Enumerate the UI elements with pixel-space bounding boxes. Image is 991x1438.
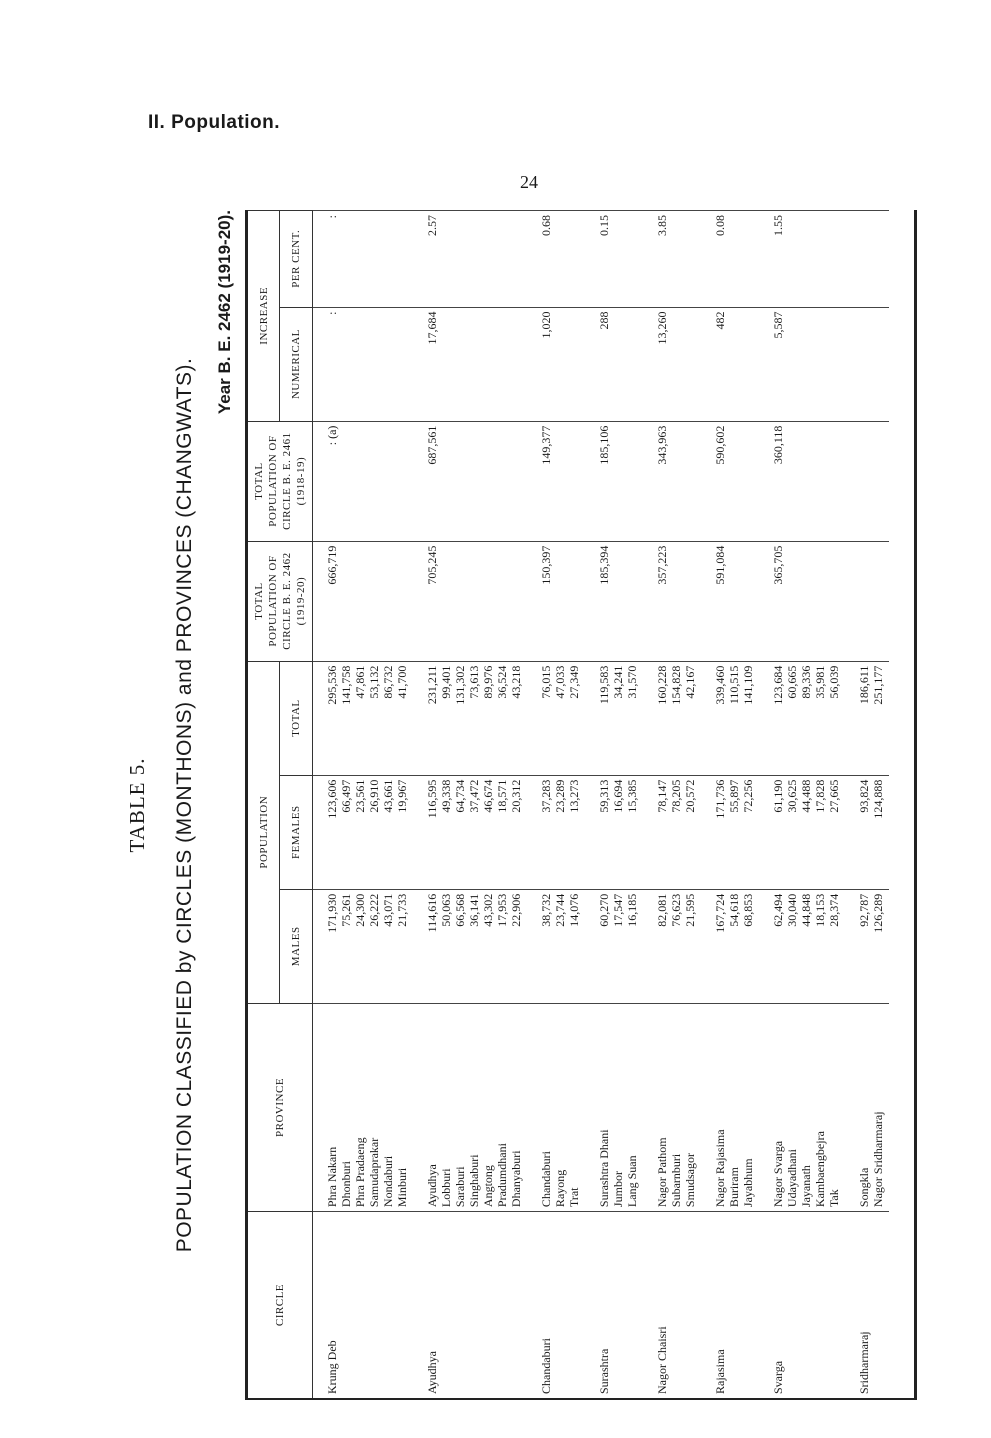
males-list-item: 22,906	[509, 893, 523, 927]
males-list-item: 44,848	[799, 893, 813, 927]
females-list-item: 59,313	[597, 779, 611, 813]
circle-group-row	[527, 211, 585, 1399]
totals-list-item: 131,302	[453, 665, 467, 705]
province-list-item: Dhonburi	[339, 1161, 353, 1208]
males-list	[845, 889, 889, 1003]
females-list-item: 30,625	[785, 779, 799, 813]
total-2461-value: 343,963	[643, 421, 701, 541]
males-list-item: 167,724	[713, 893, 727, 933]
totals-list-item: 119,583	[597, 665, 611, 705]
province-list-item: Nondaburi	[381, 1155, 395, 1208]
province-list	[845, 1003, 889, 1211]
females-list-item: 37,283	[539, 779, 553, 813]
males-list-item: 60,270	[597, 893, 611, 927]
females-list-item: 49,338	[439, 779, 453, 813]
total-2461-value: 185,106	[585, 421, 643, 541]
increase-numerical-value: 5,587	[759, 307, 845, 421]
province-list-item: Nagor Sridharmaraj	[871, 1111, 885, 1208]
total-2462-value: 365,705	[759, 541, 845, 661]
females-list-item: 64,734	[453, 779, 467, 813]
total-2462-value: 666,719	[313, 541, 414, 661]
males-list-item: 50,063	[439, 893, 453, 927]
females-list-item: 23,561	[353, 779, 367, 813]
circle-name: Krung Deb	[313, 1212, 414, 1398]
totals-list-item: 99,401	[439, 665, 453, 699]
circle-name: Chandaburi	[527, 1212, 585, 1398]
males-list-item: 126,289	[871, 893, 885, 933]
males-list-item: 75,261	[339, 893, 353, 927]
circle-group-row	[643, 211, 701, 1399]
circle-name: Rajasima	[701, 1212, 759, 1398]
totals-list-item: 47,033	[553, 665, 567, 699]
header-per-cent: PER CENT.	[280, 211, 313, 308]
totals-list-item: 339,460	[713, 665, 727, 705]
females-list-item: 20,572	[683, 779, 697, 813]
total-2462-value: 185,394	[585, 541, 643, 661]
totals-list	[759, 661, 845, 775]
total-2461-value	[845, 421, 889, 541]
header-numerical: NUMERICAL	[280, 307, 313, 421]
females-list-item: 116,595	[425, 779, 439, 819]
province-list-item: Angtong	[481, 1165, 495, 1208]
circle-group-row	[701, 211, 759, 1399]
circle-name: Surashtra	[585, 1212, 643, 1398]
province-list-item: Smudsagor	[683, 1153, 697, 1208]
circle-name: Nagor Chaisri	[643, 1212, 701, 1398]
females-list-item: 18,571	[495, 779, 509, 813]
circle-group-row	[313, 211, 414, 1399]
males-list-item: 14,076	[567, 893, 581, 927]
females-list-item: 43,661	[381, 779, 395, 813]
totals-list-item: 141,758	[339, 665, 353, 705]
province-list	[313, 1003, 414, 1211]
province-list-item: Jumbor	[611, 1171, 625, 1208]
increase-numerical-value: 1,020	[527, 307, 585, 421]
totals-list-item: 89,336	[799, 665, 813, 699]
section-title: II. Population.	[148, 112, 281, 133]
population-table	[248, 210, 889, 1398]
totals-list-item: 36,524	[495, 665, 509, 699]
total-2462-value: 150,397	[527, 541, 585, 661]
circle-group-row	[759, 211, 845, 1399]
table-title: POPULATION CLASSIFIED by CIRCLES (MONTHONS) and PROVINCES (CHANGWATS).	[173, 357, 196, 1253]
males-list-item: 17,953	[495, 893, 509, 927]
females-list-item: 15,385	[625, 779, 639, 813]
females-list-item: 46,674	[481, 779, 495, 813]
increase-numerical-value	[845, 307, 889, 421]
circle-group-row	[413, 211, 527, 1399]
totals-list	[413, 661, 527, 775]
header-total: TOTAL	[280, 661, 313, 775]
females-list	[313, 775, 414, 889]
province-list-item: Rayong	[553, 1169, 567, 1208]
females-list-item: 93,824	[857, 779, 871, 813]
total-2462-value: 357,223	[643, 541, 701, 661]
males-list-item: 21,595	[683, 893, 697, 927]
province-list-item: Pradumdhani	[495, 1143, 509, 1208]
females-list-item: 171,736	[713, 779, 727, 819]
province-list-item: Tak	[827, 1189, 841, 1208]
increase-numerical-value: 17,684	[413, 307, 527, 421]
totals-list-item: 186,611	[857, 665, 871, 705]
females-list-item: 78,147	[655, 779, 669, 813]
totals-list	[527, 661, 585, 775]
totals-list-item: 35,981	[813, 665, 827, 699]
females-list	[413, 775, 527, 889]
males-list-item: 76,623	[669, 893, 683, 927]
males-list	[585, 889, 643, 1003]
total-2462-value: 705,245	[413, 541, 527, 661]
females-list-item: 123,606	[325, 779, 339, 819]
header-males: MALES	[280, 889, 313, 1003]
males-list-item: 43,071	[381, 893, 395, 927]
males-list	[313, 889, 414, 1003]
province-list	[585, 1003, 643, 1211]
total-2462-value: 591,084	[701, 541, 759, 661]
females-list-item: 124,888	[871, 779, 885, 819]
province-list	[701, 1003, 759, 1211]
province-list-item: Saraburi	[453, 1166, 467, 1208]
males-list-item: 26,222	[367, 893, 381, 927]
totals-list-item: 31,570	[625, 665, 639, 699]
province-list-item: Jayanath	[799, 1165, 813, 1208]
females-list-item: 19,967	[395, 779, 409, 813]
totals-list-item: 123,684	[771, 665, 785, 705]
increase-percent-value: 1.55	[759, 211, 845, 308]
province-list-item: Dhanyaburi	[509, 1150, 523, 1208]
females-list-item: 27,665	[827, 779, 841, 813]
males-list-item: 28,374	[827, 893, 841, 927]
males-list	[701, 889, 759, 1003]
totals-list-item: 141,109	[741, 665, 755, 705]
totals-list-item: 76,015	[539, 665, 553, 699]
population-table-frame	[245, 210, 917, 1400]
increase-numerical-value: :	[313, 307, 414, 421]
totals-list-item: 89,976	[481, 665, 495, 699]
circle-group-row	[585, 211, 643, 1399]
females-list	[845, 775, 889, 889]
females-list-item: 23,289	[553, 779, 567, 813]
females-list-item: 61,190	[771, 779, 785, 813]
increase-numerical-value: 288	[585, 307, 643, 421]
circle-name: Ayudhya	[413, 1212, 527, 1398]
totals-list	[313, 661, 414, 775]
totals-list	[701, 661, 759, 775]
totals-list-item: 251,177	[871, 665, 885, 705]
increase-percent-value: 3.85	[643, 211, 701, 308]
totals-list-item: 110,515	[727, 665, 741, 705]
table-year: Year B. E. 2462 (1919-20).	[215, 210, 234, 415]
header-total-2462: TOTAL POPULATION OF CIRCLE B. E. 2462 (1919-20)	[248, 541, 313, 661]
totals-list	[643, 661, 701, 775]
totals-list-item: 154,828	[669, 665, 683, 705]
totals-list	[845, 661, 889, 775]
province-list-item: Subarnburi	[669, 1153, 683, 1208]
increase-percent-value: 0.08	[701, 211, 759, 308]
province-list-item: Nagor Rajasima	[713, 1129, 727, 1208]
males-list	[759, 889, 845, 1003]
province-list-item: Chandaburi	[539, 1151, 553, 1208]
province-list-item: Lobburi	[439, 1168, 453, 1208]
males-list-item: 16,185	[625, 893, 639, 927]
totals-list-item: 295,536	[325, 665, 339, 705]
province-list	[643, 1003, 701, 1211]
females-list-item: 44,488	[799, 779, 813, 813]
province-list-item: Surashtra Dhani	[597, 1129, 611, 1208]
circle-group-row	[845, 211, 889, 1399]
males-list-item: 66,568	[453, 893, 467, 927]
totals-list-item: 60,665	[785, 665, 799, 699]
totals-list-item: 53,132	[367, 665, 381, 699]
totals-list-item: 34,241	[611, 665, 625, 699]
males-list-item: 43,302	[481, 893, 495, 927]
females-list-item: 17,828	[813, 779, 827, 813]
province-list-item: Trat	[567, 1187, 581, 1208]
province-list-item: Singhaburi	[467, 1154, 481, 1208]
totals-list-item: 27,349	[567, 665, 581, 699]
males-list-item: 114,616	[425, 893, 439, 933]
circle-name: Svarga	[759, 1212, 845, 1398]
province-list-item: Phra Pradaeng	[353, 1137, 367, 1208]
total-2461-value: 360,118	[759, 421, 845, 541]
total-2461-value: : (a)	[313, 421, 414, 541]
females-list	[585, 775, 643, 889]
total-2462-value	[845, 541, 889, 661]
females-list	[759, 775, 845, 889]
males-list-item: 171,930	[325, 893, 339, 933]
females-list-item: 20,312	[509, 779, 523, 813]
province-list	[527, 1003, 585, 1211]
females-list-item: 78,205	[669, 779, 683, 813]
females-list	[701, 775, 759, 889]
males-list-item: 82,081	[655, 893, 669, 927]
totals-list-item: 43,218	[509, 665, 523, 699]
males-list-item: 68,853	[741, 893, 755, 927]
header-females: FEMALES	[280, 775, 313, 889]
province-list-item: Samudaprakar	[367, 1137, 381, 1208]
circle-name: Sridharmaraj	[845, 1212, 889, 1398]
females-list-item: 37,472	[467, 779, 481, 813]
females-list	[643, 775, 701, 889]
total-2461-value: 590,602	[701, 421, 759, 541]
totals-list-item: 160,228	[655, 665, 669, 705]
totals-list-item: 86,732	[381, 665, 395, 699]
females-list-item: 16,694	[611, 779, 625, 813]
increase-percent-value: 0.15	[585, 211, 643, 308]
increase-percent-value	[845, 211, 889, 308]
females-list-item: 26,910	[367, 779, 381, 813]
rotated-table-sheet	[125, 210, 925, 1400]
males-list-item: 24,300	[353, 893, 367, 927]
totals-list-item: 42,167	[683, 665, 697, 699]
males-list-item: 23,744	[553, 893, 567, 927]
males-list-item: 30,040	[785, 893, 799, 927]
males-list-item: 21,733	[395, 893, 409, 927]
females-list-item: 13,273	[567, 779, 581, 813]
increase-percent-value: :	[313, 211, 414, 308]
header-province: PROVINCE	[248, 1003, 313, 1211]
province-list-item: Ayudhya	[425, 1164, 439, 1208]
province-list-item: Phra Nakarn	[325, 1146, 339, 1208]
totals-list-item: 56,039	[827, 665, 841, 699]
province-list-item: Udayadhani	[785, 1149, 799, 1208]
females-list-item: 66,497	[339, 779, 353, 813]
province-list-item: Kambaengbejra	[813, 1131, 827, 1208]
males-list-item: 92,787	[857, 893, 871, 927]
header-increase: INCREASE	[248, 211, 280, 422]
increase-numerical-value: 13,260	[643, 307, 701, 421]
table-body	[313, 211, 890, 1399]
province-list-item: Nagor Svarga	[771, 1140, 785, 1208]
increase-percent-value: 2.57	[413, 211, 527, 308]
females-list	[527, 775, 585, 889]
header-total-2461: TOTAL POPULATION OF CIRCLE B. E. 2461 (1918-19)	[248, 421, 313, 541]
province-list	[413, 1003, 527, 1211]
increase-percent-value: 0.68	[527, 211, 585, 308]
province-list-item: Jayabhum	[741, 1158, 755, 1208]
males-list-item: 54,618	[727, 893, 741, 927]
males-list-item: 36,141	[467, 893, 481, 927]
page-number: 24	[520, 172, 538, 192]
males-list	[527, 889, 585, 1003]
totals-list	[585, 661, 643, 775]
table-number: TABLE 5.	[125, 757, 149, 853]
males-list	[643, 889, 701, 1003]
males-list-item: 18,153	[813, 893, 827, 927]
totals-list-item: 47,861	[353, 665, 367, 699]
males-list	[413, 889, 527, 1003]
males-list-item: 38,732	[539, 893, 553, 927]
total-2461-value: 687,561	[413, 421, 527, 541]
province-list-item: Lang Suan	[625, 1155, 639, 1208]
totals-list-item: 41,700	[395, 665, 409, 699]
header-population: POPULATION	[248, 661, 280, 1003]
total-2461-value: 149,377	[527, 421, 585, 541]
males-list-item: 17,547	[611, 893, 625, 927]
province-list-item: Buriram	[727, 1167, 741, 1208]
totals-list-item: 73,613	[467, 665, 481, 699]
province-list-item: Nagor Pathom	[655, 1137, 669, 1208]
header-circle: CIRCLE	[248, 1212, 313, 1398]
totals-list-item: 231,211	[425, 665, 439, 705]
females-list-item: 55,897	[727, 779, 741, 813]
province-list	[759, 1003, 845, 1211]
females-list-item: 72,256	[741, 779, 755, 813]
province-list-item: Minburi	[395, 1167, 409, 1208]
males-list-item: 62,494	[771, 893, 785, 927]
province-list-item: Songkla	[857, 1167, 871, 1208]
increase-numerical-value: 482	[701, 307, 759, 421]
